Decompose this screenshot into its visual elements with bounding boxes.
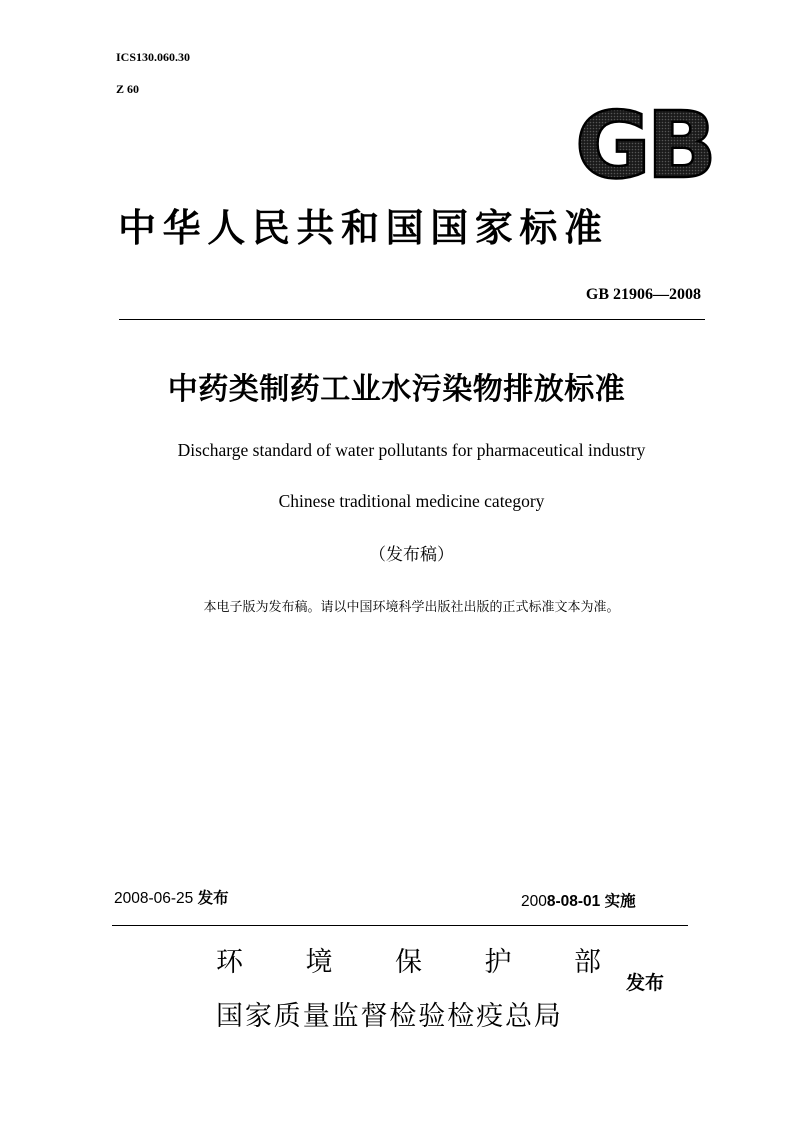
issuer-char: 境 (305, 947, 333, 978)
issuer-char: 环 (216, 947, 243, 978)
issue-date-line (114, 886, 229, 908)
title-english: Discharge standard of water pollutants for pharmaceutical industry (177, 440, 646, 460)
issued-label: 发布 (626, 972, 665, 994)
ics-code: ICS130.060.30 (116, 50, 191, 64)
divider-bottom (112, 925, 688, 926)
national-standard-heading: 中华人民共和国国家标准 (118, 206, 609, 250)
classification-code: Z 60 (116, 82, 140, 96)
title-chinese: 中药类制药工业水污染物排放标准 (167, 372, 626, 407)
implementation-label: 实施 (604, 893, 636, 910)
draft-label: （发布稿） (369, 545, 454, 565)
gb-logo-text: GB (575, 103, 713, 185)
issue-label: 发布 (197, 890, 229, 907)
issue-date: 2008-06-25 (114, 890, 194, 907)
standard-number: GB 21906—2008 (585, 286, 701, 303)
implementation-date-line (521, 889, 636, 911)
gb-logo (568, 103, 720, 185)
divider-top (119, 319, 705, 320)
implementation-date-rest: 8-08-01 (546, 893, 601, 910)
implementation-date-prefix: 200 (521, 893, 547, 910)
electronic-version-notice: 本电子版为发布稿。请以中国环境科学出版社出版的正式标准文本为准。 (203, 600, 620, 615)
issuer-char: 护 (484, 947, 512, 978)
issuer-aqsiq: 国家质量监督检验检疫总局 (216, 1001, 563, 1032)
issuer-char: 部 (574, 947, 601, 978)
subtitle-english: Chinese traditional medicine category (278, 491, 545, 511)
issuer-char: 保 (395, 947, 422, 978)
issuer-ministry-environmental-protection (216, 940, 601, 979)
